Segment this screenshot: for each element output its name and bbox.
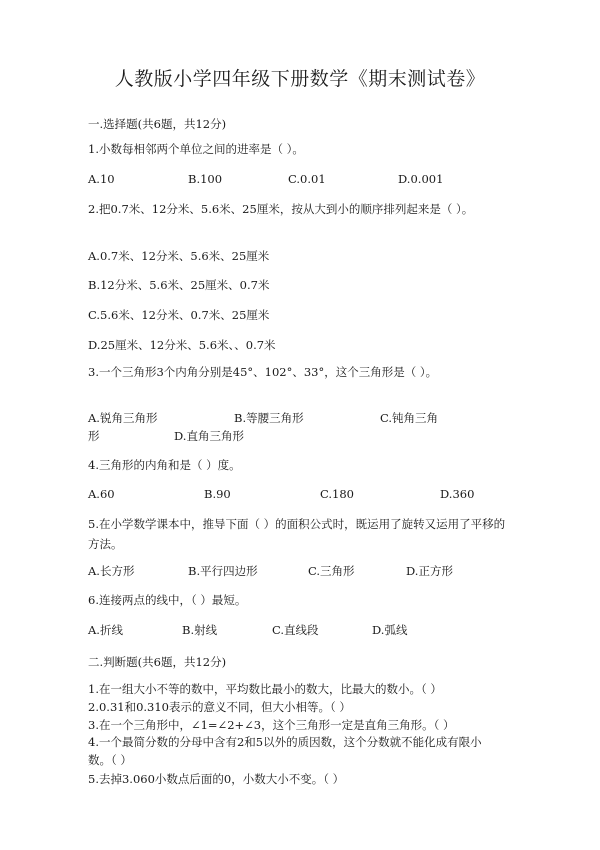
question-6-option-a: A.折线 bbox=[88, 623, 123, 637]
section-heading-choice: 一.选择题(共6题，共12分) bbox=[88, 117, 227, 131]
question-4-option-c: C.180 bbox=[320, 487, 354, 501]
question-4-option-b: B.90 bbox=[204, 487, 231, 501]
question-3-option-c: C.钝角三角 bbox=[380, 411, 439, 425]
question-1-option-b: B.100 bbox=[188, 172, 223, 186]
question-6-stem: 6.连接两点的线中，（ ）最短。 bbox=[88, 593, 247, 607]
question-2-option-c: C.5.6米、12分米、0.7米、25厘米 bbox=[88, 308, 270, 322]
judgment-item-2: 2.0.31和0.310表示的意义不同，但大小相等。（ ） bbox=[88, 700, 351, 714]
question-5-option-b: B.平行四边形 bbox=[188, 564, 258, 578]
question-5-option-c: C.三角形 bbox=[308, 564, 355, 578]
question-4-option-a: A.60 bbox=[88, 487, 115, 501]
question-3-stem: 3.一个三角形3个内角分别是45°、102°、33°，这个三角形是（ ）。 bbox=[88, 365, 438, 379]
question-5-stem: 5.在小学数学课本中，推导下面（ ）的面积公式时，既运用了旋转又运用了平移的方法。 bbox=[88, 517, 506, 551]
question-6-option-d: D.弧线 bbox=[372, 623, 408, 637]
judgment-item-1: 1.在一组大小不等的数中，平均数比最小的数大，比最大的数小。（ ） bbox=[88, 682, 442, 696]
question-1-option-c: C.0.01 bbox=[288, 172, 326, 186]
question-5-option-d: D.正方形 bbox=[406, 564, 453, 578]
judgment-item-3: 3.在一个三角形中，∠1=∠2+∠3，这个三角形一定是直角三角形。（ ） bbox=[88, 718, 455, 732]
question-6-option-b: B.射线 bbox=[182, 623, 218, 637]
question-4-option-d: D.360 bbox=[440, 487, 475, 501]
question-2-option-b: B.12分米、5.6米、25厘米、0.7米 bbox=[88, 278, 270, 292]
question-2-stem: 2.把0.7米、12分米、5.6米、25厘米，按从大到小的顺序排列起来是（ ）。 bbox=[88, 202, 474, 216]
question-2-option-a: A.0.7米、12分米、5.6米、25厘米 bbox=[88, 249, 270, 263]
judgment-item-5: 5.去掉3.060小数点后面的0，小数大小不变。（ ） bbox=[88, 772, 345, 786]
page-title: 人教版小学四年级下册数学《期末测试卷》 bbox=[114, 68, 486, 90]
question-1-option-d: D.0.001 bbox=[398, 172, 444, 186]
question-1-stem: 1.小数每相邻两个单位之间的进率是（ ）。 bbox=[88, 142, 304, 156]
question-5-option-a: A.长方形 bbox=[88, 564, 135, 578]
question-1-option-a: A.10 bbox=[88, 172, 115, 186]
question-6-option-c: C.直线段 bbox=[272, 623, 319, 637]
question-3-option-c-wrap: 形 bbox=[88, 429, 100, 443]
question-3-option-d: D.直角三角形 bbox=[174, 429, 244, 443]
question-3-option-a: A.锐角三角形 bbox=[88, 411, 158, 425]
section-heading-judgment: 二.判断题(共6题，共12分) bbox=[88, 655, 227, 669]
judgment-item-4: 4.一个最简分数的分母中含有2和5以外的质因数，这个分数就不能化成有限小数。（ ） bbox=[88, 735, 482, 767]
question-2-option-d: D.25厘米、12分米、5.6米、、0.7米 bbox=[88, 338, 276, 352]
question-3-option-b: B.等腰三角形 bbox=[234, 411, 304, 425]
question-4-stem: 4.三角形的内角和是（ ）度。 bbox=[88, 458, 241, 472]
